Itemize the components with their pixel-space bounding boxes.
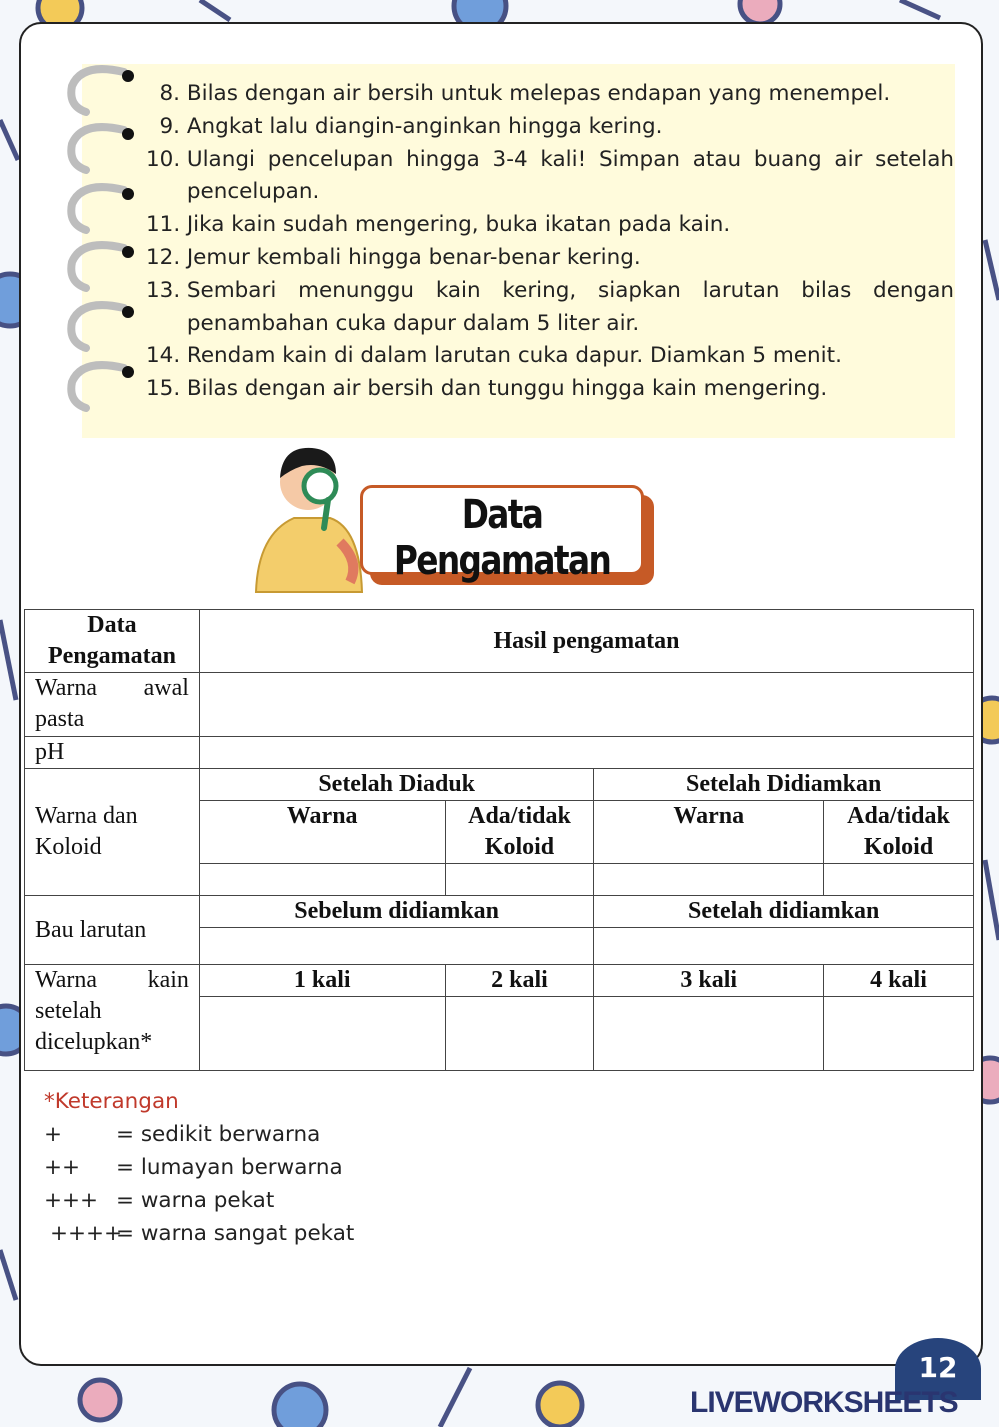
subheader-warna: Warna (199, 801, 445, 864)
input-cell[interactable] (594, 864, 824, 896)
input-cell[interactable] (594, 997, 824, 1071)
legend-item: +++ = warna pekat (44, 1188, 275, 1213)
input-cell[interactable] (199, 997, 445, 1071)
input-cell[interactable] (445, 864, 594, 896)
legend-item: + = sedikit berwarna (44, 1122, 321, 1147)
subheader-ada-tidak-koloid: Ada/tidak Koloid (824, 801, 974, 864)
legend-item: ++++= warna sangat pekat (50, 1221, 355, 1246)
spiral-ring-icon (62, 62, 142, 118)
spiral-ring-icon (62, 238, 142, 294)
subheader-ada-tidak-koloid: Ada/tidak Koloid (445, 801, 594, 864)
input-cell[interactable] (594, 928, 974, 965)
subheader-setelah-didiamkan: Setelah didiamkan (594, 896, 974, 928)
subheader-sebelum-didiamkan: Sebelum didiamkan (199, 896, 594, 928)
section-title: Data Pengamatan (393, 492, 611, 584)
step-item: 15. Bilas dengan air bersih dan tunggu hingga kain mengering. (146, 376, 828, 402)
input-cell[interactable] (199, 737, 973, 769)
table-header-data: Data Pengamatan (25, 610, 200, 673)
subheader-setelah-didiamkan: Setelah Didiamkan (594, 769, 974, 801)
subheader-kali: 3 kali (594, 965, 824, 997)
subheader-kali: 2 kali (445, 965, 594, 997)
step-item: 14. Rendam kain di dalam larutan cuka dapur. Diamkan 5 menit. (146, 343, 842, 369)
input-cell[interactable] (199, 928, 594, 965)
spiral-ring-icon (62, 120, 142, 176)
legend-item: ++ = lumayan berwarna (44, 1155, 343, 1180)
procedure-steps (146, 78, 954, 406)
liveworksheets-logo[interactable]: LIVEWORKSHEETS (690, 1386, 958, 1419)
step-item: 8. Bilas dengan air bersih untuk melepas endapan yang menempel. (159, 81, 891, 106)
subheader-warna: Warna (594, 801, 824, 864)
step-item: 11. Jika kain sudah mengering, buka ikatan pada kain. (146, 212, 731, 238)
input-cell[interactable] (199, 673, 973, 737)
input-cell[interactable] (199, 864, 445, 896)
spiral-ring-icon (62, 180, 142, 236)
table-header-result: Hasil pengamatan (199, 610, 973, 673)
spiral-ring-icon (62, 298, 142, 354)
input-cell[interactable] (445, 997, 594, 1071)
spiral-ring-icon (62, 358, 142, 414)
subheader-kali: 4 kali (824, 965, 974, 997)
step-item: 10. Ulangi pencelupan hingga 3-4 kali! Simpan atau buang air setelah pencelupan. (146, 146, 954, 205)
row-label-ph: pH (25, 737, 200, 769)
step-item: 9. Angkat lalu diangin-anginkan hingga kering. (159, 113, 663, 139)
row-label-warna-awal: Warna awal pasta (25, 673, 200, 737)
row-label-warna-kain: Warna kain setelah dicelupkan* (25, 965, 200, 1071)
row-label-bau: Bau larutan (25, 896, 200, 965)
step-item: 12. Jemur kembali hingga benar-benar kering. (146, 244, 641, 270)
legend-notes (44, 1085, 354, 1250)
subheader-setelah-diaduk: Setelah Diaduk (199, 769, 594, 801)
subheader-kali: 1 kali (199, 965, 445, 997)
row-label-warna-koloid: Warna dan Koloid (25, 769, 200, 896)
input-cell[interactable] (824, 997, 974, 1071)
legend-title: *Keterangan (44, 1089, 179, 1114)
observation-table (24, 609, 974, 1071)
page-number-badge: 12 (895, 1338, 981, 1400)
input-cell[interactable] (824, 864, 974, 896)
step-item: 13. Sembari menunggu kain kering, siapkan larutan bilas dengan penambahan cuka dapur dalam 5 liter air. (146, 277, 954, 336)
